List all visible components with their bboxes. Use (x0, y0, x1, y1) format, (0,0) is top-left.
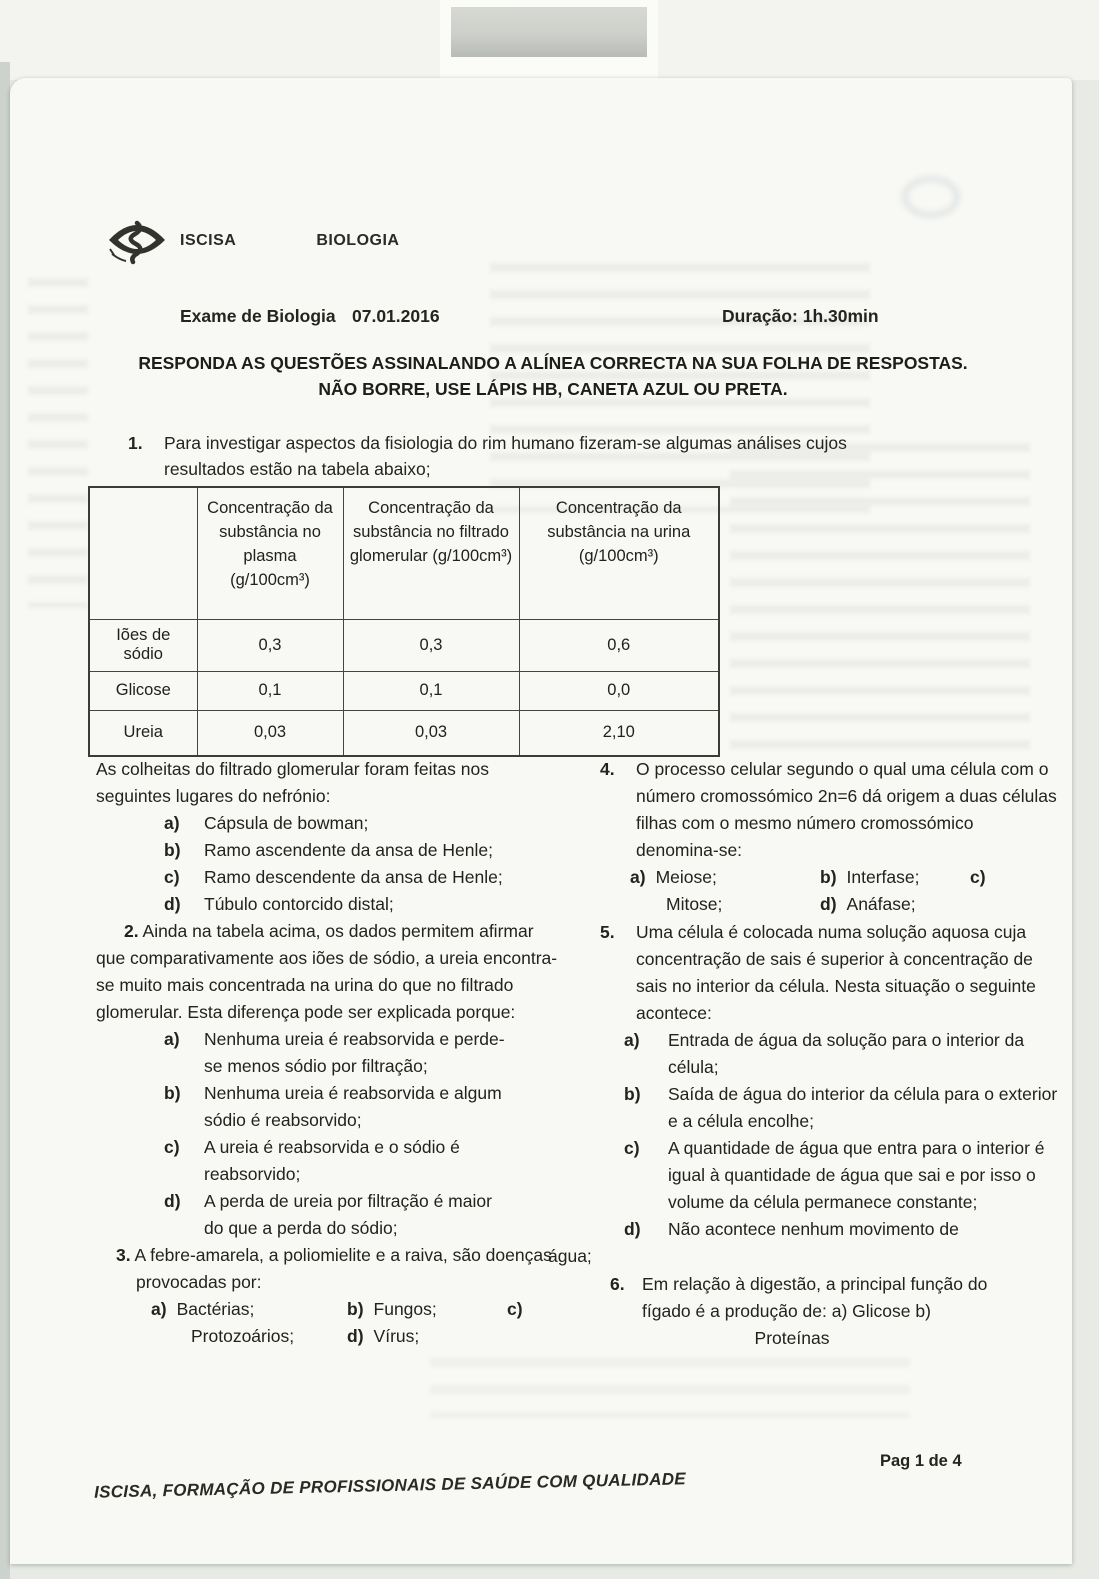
question-3-text: A febre-amarela, a poliomielite e a raiva, são doenças provocadas por: (134, 1245, 552, 1292)
option-text: Nenhuma ureia é reabsorvida e perde-se menos sódio por filtração; (204, 1029, 505, 1076)
option-label: d) (347, 1326, 364, 1346)
option-text: Nenhuma ureia é reabsorvida e algum sódio é reabsorvido; (204, 1083, 502, 1130)
option-label: d) (164, 1191, 181, 1211)
question-2-options (164, 1026, 514, 1242)
option-text: Cápsula de bowman; (204, 813, 369, 833)
question-6-number: 6. (610, 1274, 625, 1294)
cell-urina: 0,0 (519, 671, 719, 710)
option-b (820, 864, 970, 891)
option-label: b) (164, 840, 181, 860)
page-number: Pag 1 de 4 (880, 1452, 962, 1470)
question-5-text: Uma célula é colocada numa solução aquosa cuja concentração de sais é superior à concentração de sais no interior da célula. Nesta situação o seguinte acontece: (636, 922, 1036, 1023)
scanner-left-edge (0, 62, 10, 1579)
question-1-number: 1. (128, 433, 143, 453)
option-text: Mitose; (666, 894, 723, 914)
question-1-text: Para investigar aspectos da fisiologia do rim humano fizeram-se algumas análises cujos resultados estão na tabela abaixo; (164, 433, 847, 479)
exam-duration: Duração: 1h.30min (722, 306, 879, 326)
option-label: d) (624, 1219, 641, 1239)
option-text: Interfase; (846, 867, 920, 887)
option-c (624, 1135, 1060, 1216)
question-4-body (630, 756, 1060, 918)
option-d (347, 1323, 419, 1350)
option-label: c) (970, 867, 986, 887)
question-4-options-row1 (630, 864, 1060, 891)
question-3-number: 3. (116, 1245, 131, 1265)
option-label: c) (164, 1137, 180, 1157)
option-label: b) (347, 1299, 364, 1319)
bleedthrough-artifact (730, 443, 1030, 753)
option-text: Vírus; (373, 1326, 420, 1346)
table-header-urina: Concentração da substância na urina (g/100cm³) (519, 487, 719, 619)
question-6-text: Em relação à digestão, a principal função do fígado é a produção de: a) Glicose b) (642, 1274, 988, 1321)
option-text: A perda de ureia por filtração é maior do que a perda do sódio; (204, 1191, 492, 1238)
option-label: d) (820, 894, 837, 914)
option-text: Anáfase; (846, 894, 916, 914)
question-1-options (164, 810, 514, 918)
exam-page (10, 78, 1072, 1564)
option-label: d) (164, 894, 181, 914)
concentration-table (88, 486, 720, 757)
table-row (89, 619, 719, 671)
option-c (507, 1296, 533, 1323)
option-b (347, 1296, 507, 1323)
question-6 (560, 1271, 1060, 1352)
scanner-tab-artifact (440, 0, 658, 80)
question-4 (560, 756, 1060, 918)
option-label: b) (164, 1083, 181, 1103)
table-row (89, 710, 719, 756)
bleedthrough-artifact (28, 278, 88, 608)
option-a (151, 1296, 347, 1323)
header (106, 216, 399, 266)
cell-filtrado: 0,3 (343, 619, 519, 671)
option-text: Bactérias; (176, 1299, 255, 1319)
option-b (164, 1080, 514, 1134)
cell-filtrado: 0,1 (343, 671, 519, 710)
question-3 (96, 1242, 558, 1296)
option-b (624, 1081, 1060, 1135)
option-label: b) (820, 867, 837, 887)
option-label: c) (624, 1138, 640, 1158)
option-label: c) (507, 1299, 523, 1319)
question-1 (128, 430, 928, 482)
course-name: BIOLOGIA (316, 232, 400, 249)
question-2 (96, 918, 558, 1026)
option-d (624, 1216, 1060, 1243)
question-5-number: 5. (600, 922, 615, 942)
option-label: a) (164, 1029, 180, 1049)
exam-title: Exame de Biologia (180, 306, 336, 326)
question-4-options-row2 (666, 891, 1060, 918)
option-a (624, 1027, 1060, 1081)
cell-urina: 0,6 (519, 619, 719, 671)
footer-motto: ISCISA, FORMAÇÃO DE PROFISSIONAIS DE SAÚDE COM QUALIDADE (93, 1469, 687, 1502)
option-c-text (666, 891, 820, 918)
option-label: a) (164, 813, 180, 833)
question-3-options-row2 (191, 1323, 558, 1350)
table-header-filtrado: Concentração da substância no filtrado glomerular (g/100cm³) (343, 487, 519, 619)
question-6-last-line: Proteínas (754, 1328, 830, 1348)
question-5-body (548, 919, 1060, 1270)
option-text: Não acontece nenhum movimento de (668, 1219, 959, 1239)
exam-instructions: RESPONDA AS QUESTÕES ASSINALANDO A ALÍNEA CORRECTA NA SUA FOLHA DE RESPOSTAS. NÃO BORRE, USE LÁPIS HB, CANETA AZUL OU PRETA. (138, 353, 968, 399)
option-a (164, 1026, 514, 1080)
cell-plasma: 0,1 (197, 671, 343, 710)
cell-filtrado: 0,03 (343, 710, 519, 756)
option-a (630, 864, 820, 891)
option-c (164, 864, 514, 891)
option-text: Túbulo contorcido distal; (204, 894, 394, 914)
option-label: a) (624, 1030, 640, 1050)
question-6-body (642, 1271, 1034, 1352)
scanner-tab-inner (451, 7, 647, 57)
bleedthrough-logo-ghost (902, 176, 960, 218)
question-4-text: O processo celular segundo o qual uma célula com o número cromossómico 2n=6 dá origem a duas células filhas com o mesmo número cromossómico denomina-se: (636, 759, 1057, 860)
option-c (970, 864, 996, 891)
bleedthrough-artifact (430, 1358, 910, 1418)
question-1-continuation: As colheitas do filtrado glomerular foram feitas nos seguintes lugares do nefrónio: (96, 759, 489, 806)
option-text: A ureia é reabsorvida e o sódio é reabsorvido; (204, 1137, 460, 1184)
option-label: a) (630, 867, 646, 887)
question-3-options-row1 (151, 1296, 558, 1323)
option-text: Saída de água do interior da célula para o exterior e a célula encolhe; (668, 1084, 1058, 1131)
option-label: c) (164, 867, 180, 887)
question-5 (548, 919, 1060, 1270)
left-column (96, 756, 558, 1350)
option-d (820, 891, 916, 918)
table-header-plasma: Concentração da substância no plasma (g/100cm³) (197, 487, 343, 619)
option-d-overflow: água; (548, 1246, 592, 1266)
option-text: Ramo ascendente da ansa de Henle; (204, 840, 493, 860)
iscisa-logo-icon (106, 216, 168, 266)
option-a (164, 810, 514, 837)
option-c (164, 1134, 514, 1188)
question-5-options (548, 1027, 1060, 1270)
option-d (164, 891, 514, 918)
table-header-row (89, 487, 719, 619)
option-label: b) (624, 1084, 641, 1104)
question-4-number: 4. (600, 759, 615, 779)
option-text: Meiose; (655, 867, 717, 887)
right-column (548, 756, 1060, 1353)
cell-plasma: 0,03 (197, 710, 343, 756)
question-2-number: 2. (124, 921, 139, 941)
option-d (164, 1188, 514, 1242)
row-label: Ureia (89, 710, 197, 756)
table-row (89, 671, 719, 710)
option-text: Protozoários; (191, 1326, 295, 1346)
option-text: Ramo descendente da ansa de Henle; (204, 867, 503, 887)
question-2-text: Ainda na tabela acima, os dados permitem afirmar que comparativamente aos iões de sódio, a ureia encontra-se muito mais concentrada na urina do que no filtrado glomerular. Esta diferença pode ser explicada porque: (96, 921, 558, 1022)
option-label: a) (151, 1299, 167, 1319)
option-c-text (191, 1323, 347, 1350)
option-text: Fungos; (373, 1299, 437, 1319)
cell-urina: 2,10 (519, 710, 719, 756)
logo-text: ISCISA (180, 232, 237, 249)
option-text: Entrada de água da solução para o interior da célula; (668, 1030, 1025, 1077)
exam-date: 07.01.2016 (352, 306, 440, 326)
row-label: Glicose (89, 671, 197, 710)
cell-plasma: 0,3 (197, 619, 343, 671)
row-label: Iões de sódio (89, 619, 197, 671)
option-b (164, 837, 514, 864)
table-header-empty (89, 487, 197, 619)
option-text: A quantidade de água que entra para o interior é igual à quantidade de água que sai e por isso o volume da célula permanece constante; (668, 1138, 1045, 1212)
